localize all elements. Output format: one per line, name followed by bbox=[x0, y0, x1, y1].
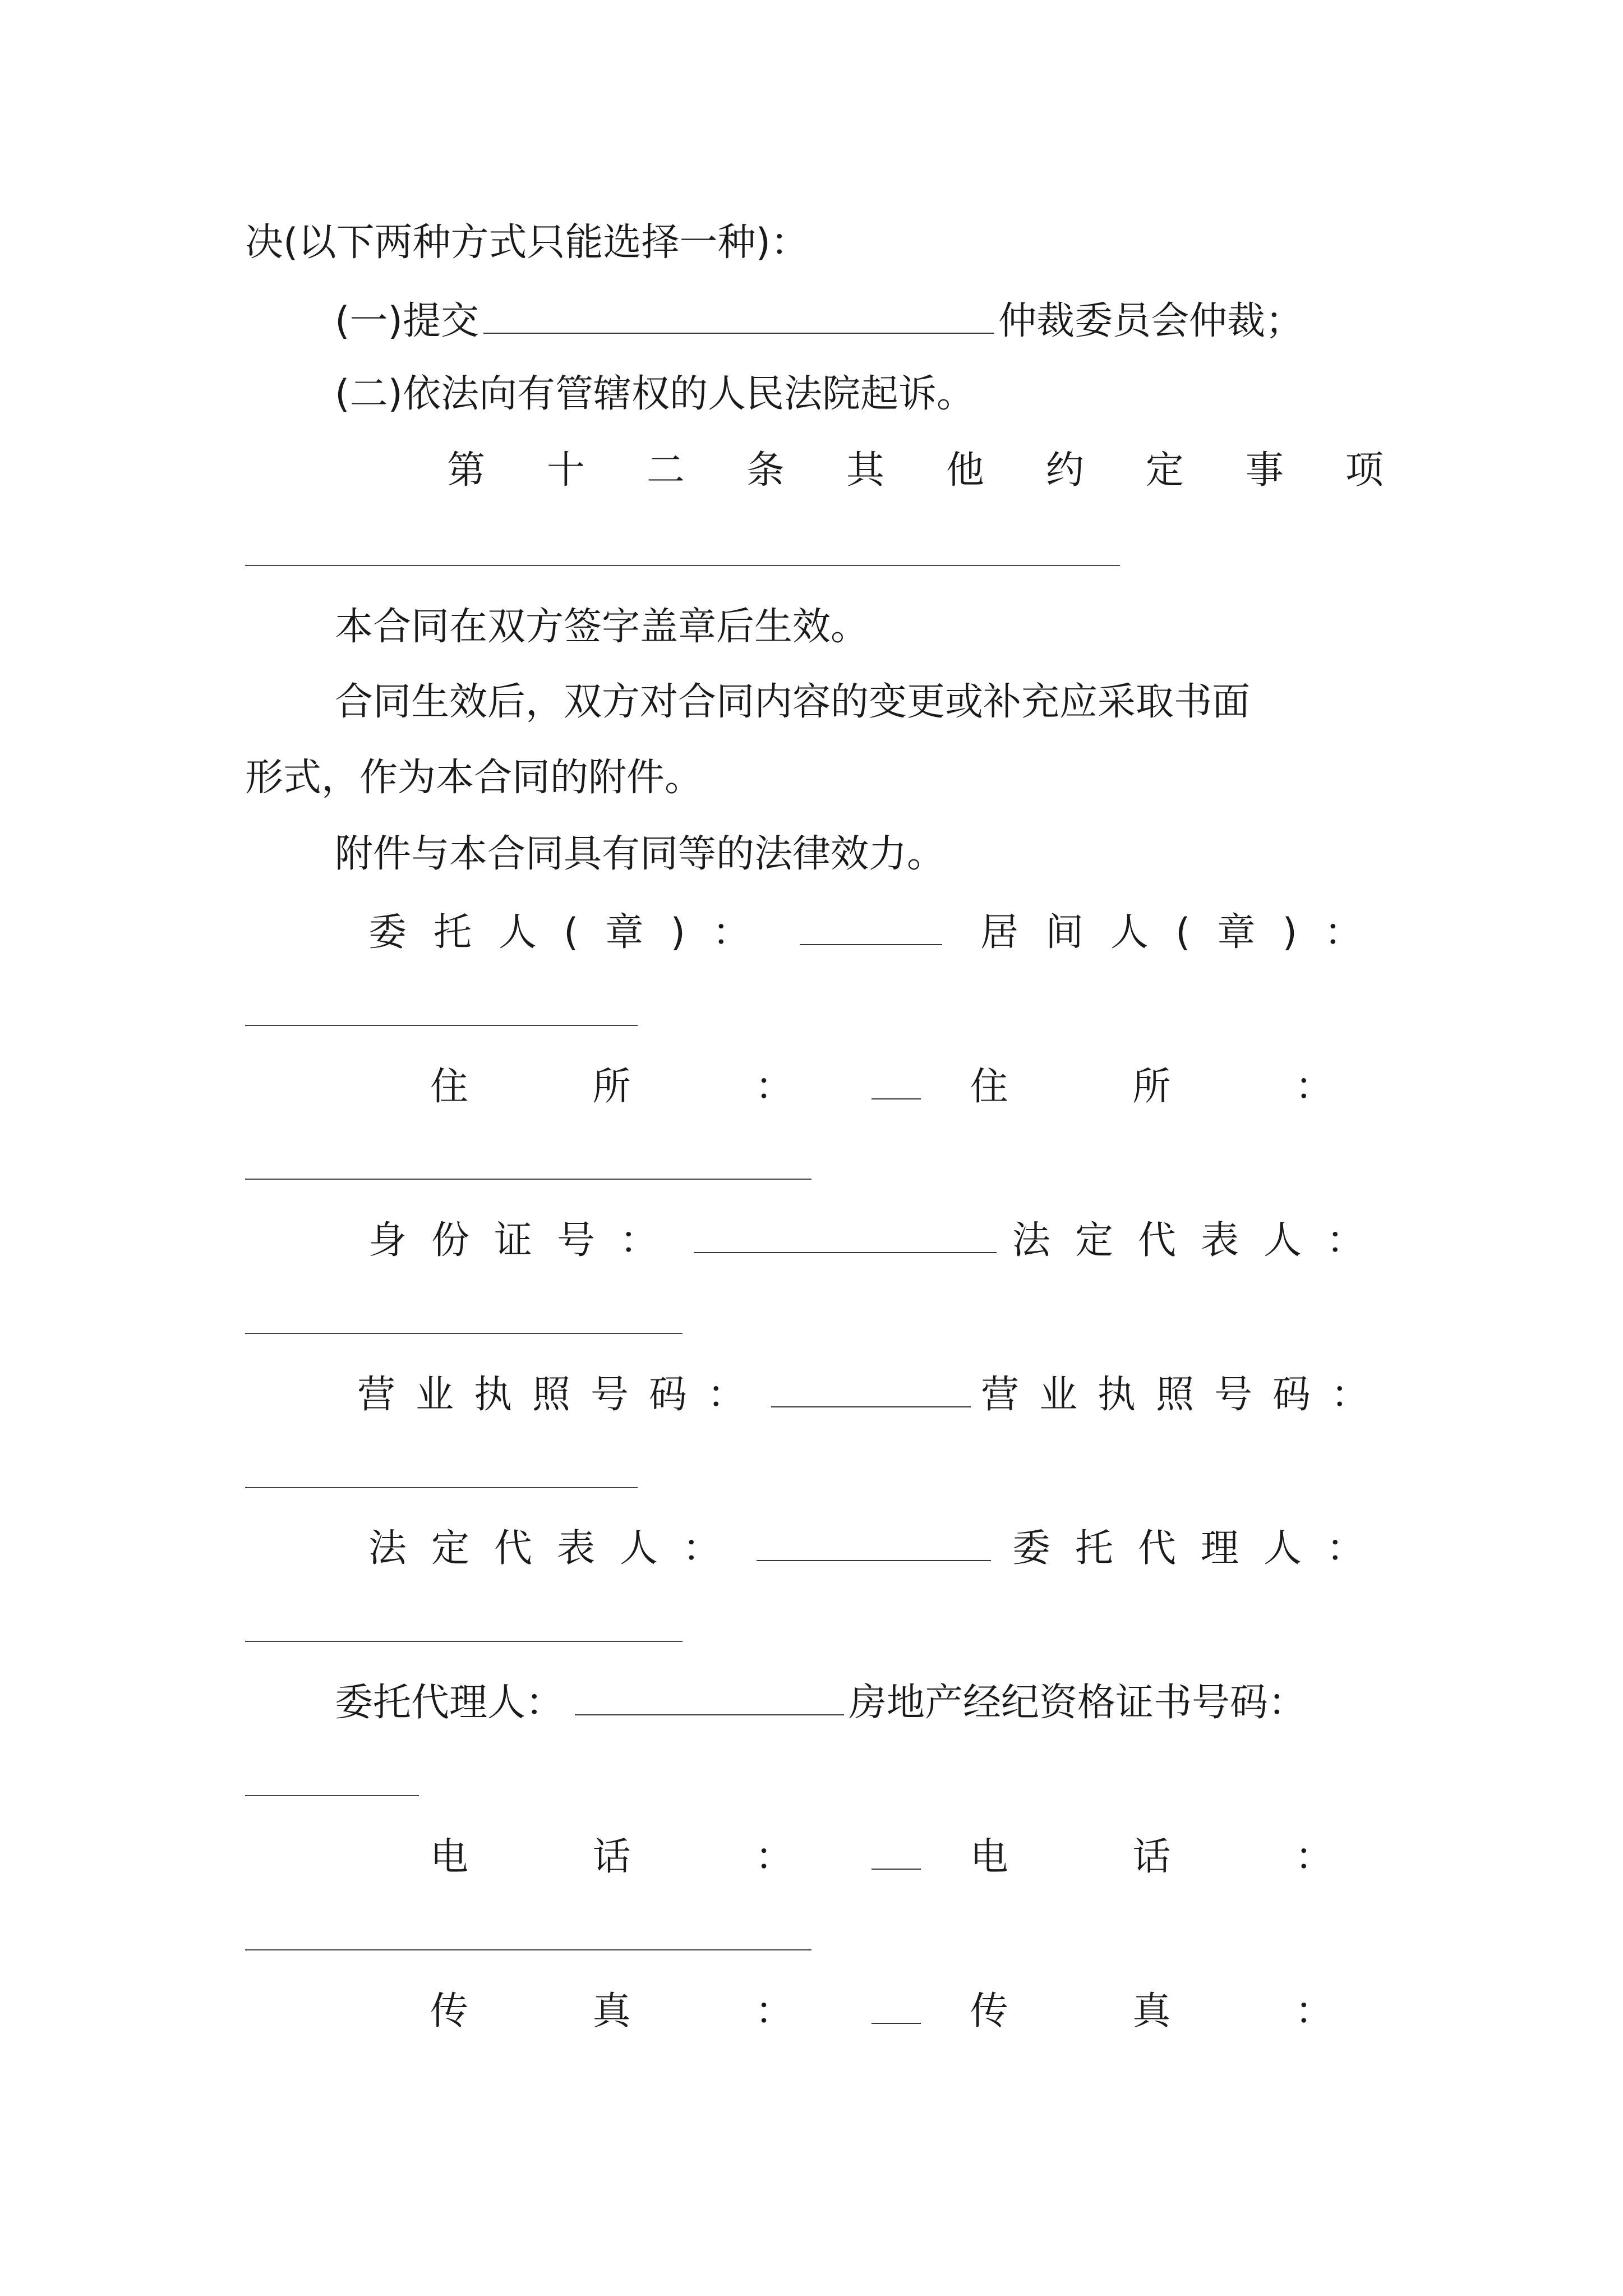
id-number-label: 身份证号： bbox=[368, 1218, 683, 1263]
arbitration-prefix: (一)提交 bbox=[335, 299, 479, 343]
arbitration-suffix: 仲裁委员会仲裁； bbox=[998, 299, 1304, 343]
signature-row-license bbox=[245, 1367, 1395, 1420]
article-12-blank-line[interactable] bbox=[245, 565, 1120, 566]
paragraph-attachment-validity bbox=[245, 829, 1484, 880]
arbitration-committee-blank[interactable] bbox=[483, 293, 994, 334]
signature-row-seal bbox=[245, 905, 1395, 958]
article-12-char: 二 bbox=[646, 448, 685, 493]
cert-number-label: 房地产经纪资格证书号码： bbox=[849, 1681, 1307, 1725]
address-left-label: 住 所 ： bbox=[430, 1065, 850, 1109]
phone-right-label: 电 话 ： bbox=[970, 1835, 1389, 1879]
client-seal-label: 委托人(章)： bbox=[368, 910, 778, 955]
legal-rep-right-blank[interactable] bbox=[245, 1333, 683, 1334]
article-12-char: 事 bbox=[1245, 448, 1284, 493]
license-left-blank[interactable] bbox=[771, 1367, 971, 1407]
paragraph-attachment-form bbox=[245, 753, 1395, 803]
phone-left-blank[interactable] bbox=[872, 1829, 921, 1870]
legal-rep-left-blank[interactable] bbox=[757, 1521, 991, 1561]
address-right-label: 住 所 ： bbox=[970, 1065, 1389, 1109]
article-12-chars bbox=[245, 445, 1384, 496]
license-left-label: 营业执照号码： bbox=[357, 1373, 766, 1417]
fax-left-blank[interactable] bbox=[872, 1984, 921, 2024]
legal-rep-right-label: 法定代表人： bbox=[1012, 1218, 1389, 1263]
agent-left-blank[interactable] bbox=[575, 1675, 844, 1715]
article-12-char: 十 bbox=[546, 448, 585, 493]
license-right-blank[interactable] bbox=[245, 1487, 638, 1488]
signature-row-agent bbox=[245, 1675, 1395, 1728]
article-12-char: 定 bbox=[1145, 448, 1184, 493]
id-number-blank[interactable] bbox=[694, 1213, 997, 1253]
litigation-text: (二)依法向有管辖权的人民法院起诉。 bbox=[335, 372, 975, 416]
article-12-char: 约 bbox=[1045, 448, 1084, 493]
article-12-char: 条 bbox=[746, 448, 785, 493]
signature-row-address bbox=[245, 1059, 1395, 1112]
paragraph-litigation bbox=[245, 369, 1484, 420]
article-12-char: 其 bbox=[846, 448, 884, 493]
paragraph-amendments bbox=[245, 677, 1484, 728]
agent-right-blank[interactable] bbox=[245, 1641, 683, 1642]
address-right-blank[interactable] bbox=[245, 1179, 811, 1180]
paragraph-arbitration bbox=[245, 293, 1484, 347]
article-12-heading bbox=[245, 445, 1395, 496]
phone-right-blank[interactable] bbox=[245, 1949, 811, 1950]
effective-text: 本合同在双方签字盖章后生效。 bbox=[335, 605, 869, 649]
amendments-text: 合同生效后，双方对合同内容的变更或补充应采取书面 bbox=[335, 680, 1251, 724]
signature-row-legal-rep bbox=[245, 1521, 1395, 1574]
broker-seal-label: 居间人(章)： bbox=[980, 910, 1389, 955]
signature-row-phone bbox=[245, 1829, 1395, 1883]
signature-row-fax bbox=[245, 1984, 1395, 2037]
address-left-blank[interactable] bbox=[872, 1059, 921, 1099]
dispute-options-text: 决(以下两种方式只能选择一种)： bbox=[245, 220, 809, 265]
agent-right-label: 委托代理人： bbox=[1012, 1526, 1389, 1571]
legal-rep-left-label: 法定代表人： bbox=[368, 1526, 746, 1571]
fax-left-label: 传 真 ： bbox=[430, 1989, 850, 2033]
phone-left-label: 电 话 ： bbox=[430, 1835, 850, 1879]
paragraph-effective bbox=[245, 602, 1484, 652]
paragraph-dispute-options bbox=[245, 218, 1395, 268]
agent-left-label: 委托代理人： bbox=[335, 1681, 564, 1725]
broker-seal-blank[interactable] bbox=[245, 1025, 638, 1026]
attachment-validity-text: 附件与本合同具有同等的法律效力。 bbox=[335, 832, 946, 876]
cert-number-blank[interactable] bbox=[245, 1795, 419, 1796]
license-right-label: 营业执照号码： bbox=[980, 1373, 1389, 1417]
article-12-char: 项 bbox=[1345, 448, 1384, 493]
fax-right-label: 传 真 ： bbox=[970, 1989, 1389, 2033]
client-seal-blank[interactable] bbox=[800, 905, 942, 945]
attachment-form-text: 形式，作为本合同的附件。 bbox=[245, 756, 703, 800]
article-12-char: 第 bbox=[447, 448, 486, 493]
article-12-char: 他 bbox=[946, 448, 984, 493]
signature-row-id bbox=[245, 1213, 1395, 1266]
